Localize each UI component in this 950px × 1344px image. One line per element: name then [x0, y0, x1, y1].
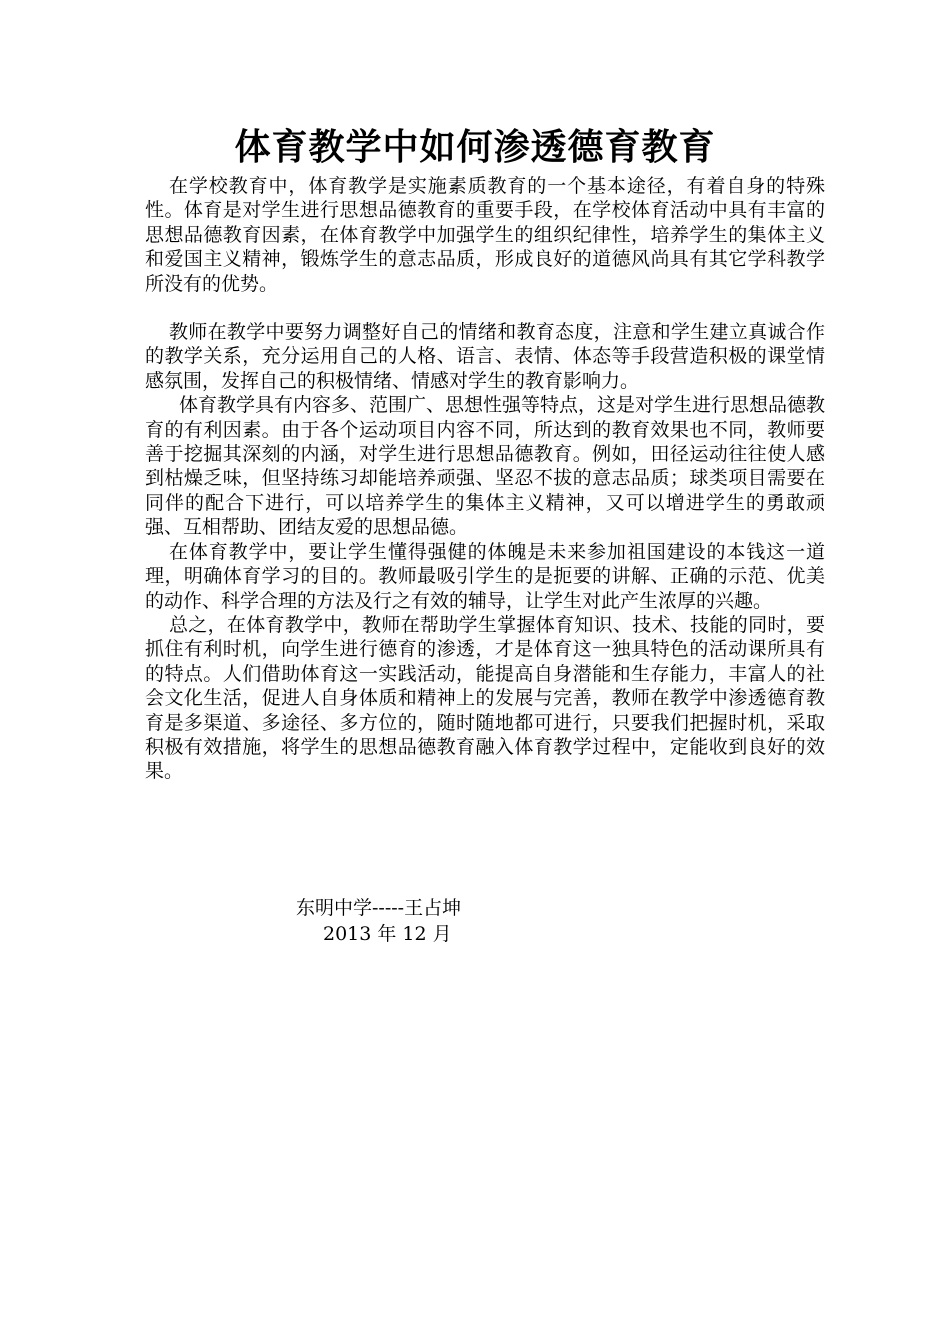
paragraph-conclusion: 总之，在体育教学中，教师在帮助学生掌握体育知识、技术、技能的同时，要抓住有利时机，向学生进行德育的渗透，才是体育这一独具特色的活动课所具有的特点。人们借助体育这一实践活动，能提高自身潜能和生存能力，丰富人的社会文化生活，促进人自身体质和精神上的发展与完善，教师在教学中渗透德育教育是多渠道、多途径、多方位的，随时随地都可进行，只要我们把握时机，采取积极有效措施，将学生的思想品德教育融入体育教学过程中，定能收到良好的效果。: [145, 613, 825, 783]
paragraph-learning-purpose: 在体育教学中，要让学生懂得强健的体魄是未来参加祖国建设的本钱这一道理，明确体育学习的目的。教师最吸引学生的是扼要的讲解、正确的示范、优美的动作、科学合理的方法及行之有效的辅导，让学生对此产生浓厚的兴趣。: [145, 540, 825, 612]
paragraph-intro: 在学校教育中，体育教学是实施素质教育的一个基本途径，有着自身的特殊性。体育是对学生进行思想品德教育的重要手段，在学校体育活动中具有丰富的思想品德教育因素，在体育教学中加强学生的组织纪律性，培养学生的集体主义和爱国主义精神，锻炼学生的意志品质，形成良好的道德风尚具有其它学科教学所没有的优势。: [145, 175, 825, 295]
paragraph-content-features: 体育教学具有内容多、范围广、思想性强等特点，这是对学生进行思想品德教育的有利因素。由于各个运动项目内容不同，所达到的教育效果也不同，教师要善于挖掘其深刻的内涵，对学生进行思想品德教育。例如，田径运动往往使人感到枯燥乏味，但坚持练习却能培养顽强、坚忍不拔的意志品质；球类项目需要在同伴的配合下进行，可以培养学生的集体主义精神，又可以增进学生的勇敢顽强、互相帮助、团结友爱的思想品德。: [145, 394, 826, 539]
paragraph-teacher-attitude: 教师在教学中要努力调整好自己的情绪和教育态度，注意和学生建立真诚合作的教学关系，充分运用自己的人格、语言、表情、体态等手段营造积极的课堂情感氛围，发挥自己的积极情绪、情感对学生的教育影响力。: [145, 321, 825, 392]
document-title: 体育教学中如何渗透德育教育: [234, 127, 716, 168]
document-body: [145, 174, 825, 784]
signature-date: 2013 年 12 月: [323, 923, 452, 945]
paragraph-spacer: [145, 296, 825, 320]
signature-author: 东明中学-----王占坤: [296, 897, 462, 919]
